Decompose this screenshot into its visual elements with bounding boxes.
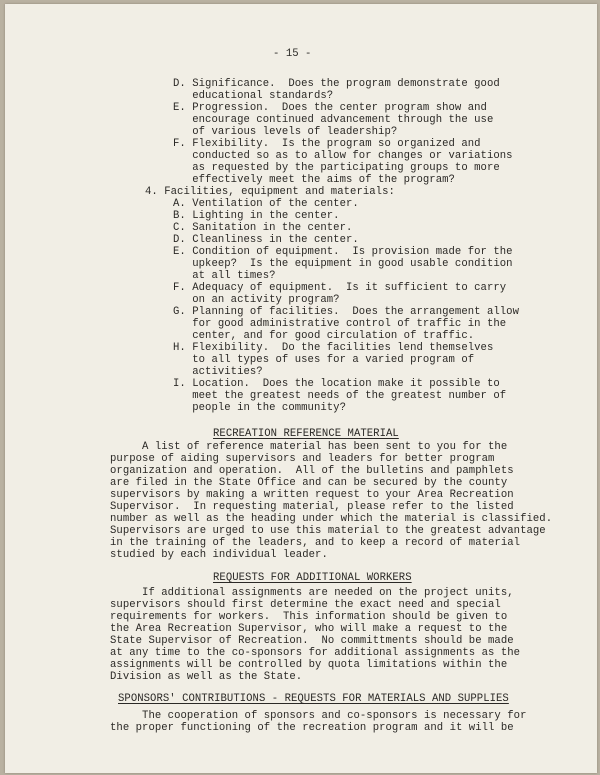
item-d-line-2: educational standards? bbox=[173, 90, 334, 102]
section-4-heading: 4. Facilities, equipment and materials: bbox=[145, 186, 395, 198]
item-f-line-3: as requested by the participating groups to more bbox=[173, 162, 500, 174]
facility-f-line-2: on an activity program? bbox=[173, 294, 340, 306]
facility-c: C. Sanitation in the center. bbox=[173, 222, 353, 234]
sponsors-line-2: the proper functioning of the recreation program and it will be bbox=[110, 722, 514, 734]
facility-i-line-2: meet the greatest needs of the greatest number of bbox=[173, 390, 507, 402]
reference-line-8: Supervisors are urged to use this material to the greatest advantage bbox=[110, 525, 546, 537]
document-page bbox=[5, 4, 597, 773]
reference-line-2: purpose of aiding supervisors and leaders for better program bbox=[110, 453, 495, 465]
facility-e-line-1: E. Condition of equipment. Is provision made for the bbox=[173, 246, 513, 258]
item-e-line-2: encourage continued advancement through the use bbox=[173, 114, 494, 126]
heading-sponsors-contributions: SPONSORS' CONTRIBUTIONS - REQUESTS FOR MATERIALS AND SUPPLIES bbox=[118, 693, 509, 705]
heading-requests-workers: REQUESTS FOR ADDITIONAL WORKERS bbox=[213, 572, 412, 584]
facility-e-line-3: at all times? bbox=[173, 270, 276, 282]
reference-line-6: Supervisor. In requesting material, please refer to the listed bbox=[110, 501, 514, 513]
reference-line-1: A list of reference material has been sent to you for the bbox=[110, 441, 508, 453]
requests-line-2: supervisors should first determine the exact need and special bbox=[110, 599, 501, 611]
heading-reference-material: RECREATION REFERENCE MATERIAL bbox=[213, 428, 399, 440]
reference-line-10: studied by each individual leader. bbox=[110, 549, 328, 561]
facility-h-line-2: to all types of uses for a varied program of bbox=[173, 354, 475, 366]
requests-line-3: requirements for workers. This information should be given to bbox=[110, 611, 508, 623]
sponsors-line-1: The cooperation of sponsors and co-sponsors is necessary for bbox=[110, 710, 527, 722]
page-number: - 15 - bbox=[273, 48, 312, 60]
facility-a: A. Ventilation of the center. bbox=[173, 198, 359, 210]
reference-line-3: organization and operation. All of the bulletins and pamphlets bbox=[110, 465, 514, 477]
requests-line-5: State Supervisor of Recreation. No committments should be made bbox=[110, 635, 514, 647]
facility-g-line-2: for good administrative control of traffic in the bbox=[173, 318, 507, 330]
requests-line-7: assignments will be controlled by quota limitations within the bbox=[110, 659, 508, 671]
reference-line-9: in the training of the leaders, and to keep a record of material bbox=[110, 537, 521, 549]
item-f-line-4: effectively meet the aims of the program? bbox=[173, 174, 455, 186]
facility-h-line-1: H. Flexibility. Do the facilities lend themselves bbox=[173, 342, 494, 354]
item-f-line-2: conducted so as to allow for changes or variations bbox=[173, 150, 513, 162]
requests-line-4: the Area Recreation Supervisor, who will make a request to the bbox=[110, 623, 508, 635]
item-f-line-1: F. Flexibility. Is the program so organized and bbox=[173, 138, 481, 150]
facility-g-line-3: center, and for good circulation of traffic. bbox=[173, 330, 475, 342]
item-e-line-3: of various levels of leadership? bbox=[173, 126, 398, 138]
requests-line-6: at any time to the co-sponsors for additional assignments as the bbox=[110, 647, 521, 659]
facility-f-line-1: F. Adequacy of equipment. Is it sufficient to carry bbox=[173, 282, 507, 294]
item-e-line-1: E. Progression. Does the center program show and bbox=[173, 102, 487, 114]
requests-line-1: If additional assignments are needed on the project units, bbox=[110, 587, 514, 599]
facility-e-line-2: upkeep? Is the equipment in good usable condition bbox=[173, 258, 513, 270]
reference-line-5: supervisors by making a written request to your Area Recreation bbox=[110, 489, 514, 501]
facility-h-line-3: activities? bbox=[173, 366, 263, 378]
facility-i-line-1: I. Location. Does the location make it possible to bbox=[173, 378, 500, 390]
item-d-line-1: D. Significance. Does the program demonstrate good bbox=[173, 78, 500, 90]
reference-line-4: are filed in the State Office and can be secured by the county bbox=[110, 477, 508, 489]
facility-b: B. Lighting in the center. bbox=[173, 210, 340, 222]
facility-i-line-3: people in the community? bbox=[173, 402, 346, 414]
requests-line-8: Division as well as the State. bbox=[110, 671, 303, 683]
facility-g-line-1: G. Planning of facilities. Does the arrangement allow bbox=[173, 306, 519, 318]
reference-line-7: number as well as the heading under which the material is classified. bbox=[110, 513, 553, 525]
facility-d: D. Cleanliness in the center. bbox=[173, 234, 359, 246]
